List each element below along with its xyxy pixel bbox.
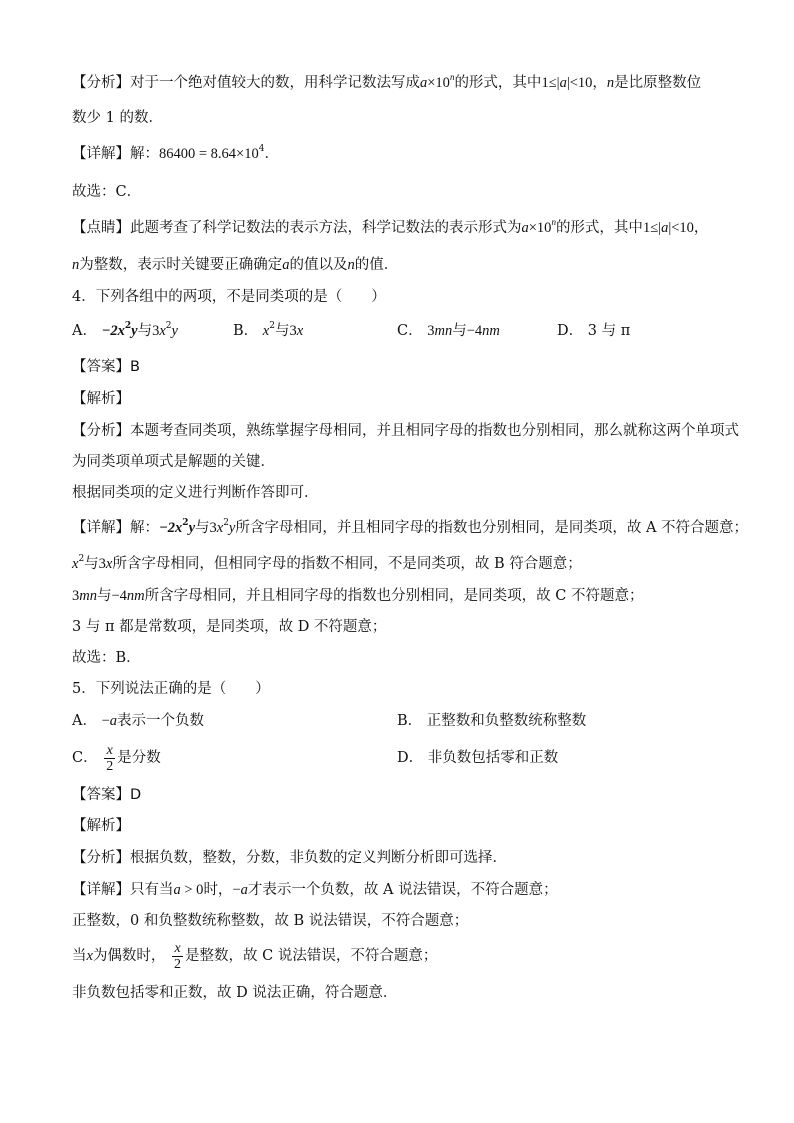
q5-option-b: B． 正整数和负整数统称整数 <box>397 713 587 729</box>
detail-line: 【详解】解：$86400 = 8.64\times 10^4$． <box>72 144 279 162</box>
q5-detail-line-1: 【详解】只有当a > 0时，−a才表示一个负数，故 A 说法错误，不符合题意； <box>72 882 558 898</box>
analysis-tag: 【分析】 <box>72 75 130 91</box>
q5-answer: 【答案】D <box>72 787 142 803</box>
q4-option-c: C． 3mn与−4nm <box>397 323 500 339</box>
comment-line-2: n为整数，表示时关键要正确确定a的值以及n的值． <box>72 257 399 273</box>
comment-tag: 【点睛】 <box>72 220 130 236</box>
q5-explain-tag: 【解析】 <box>72 818 130 834</box>
q5-option-a: A． −a表示一个负数 <box>72 713 205 729</box>
q5-detail-line-4: 非负数包括零和正数，故 D 说法正确，符合题意． <box>72 985 398 1001</box>
q4-analysis-line-3: 根据同类项的定义进行判断作答即可． <box>72 485 319 501</box>
choose-line: 故选：C． <box>72 184 142 200</box>
q4-analysis-line-2: 为同类项单项式是解题的关键． <box>72 454 275 470</box>
fraction-x-over-2: $\frac{x}{2}$ <box>174 940 182 972</box>
detail-tag: 【详解】 <box>72 146 130 162</box>
question-4-stem: 4．下列各组中的两项，不是同类项的是（ ） <box>72 289 386 305</box>
comment-line-1: 【点睛】此题考查了科学记数法的表示方法，科学记数法的表示形式为$a\times 10^n$的形式，其中1≤|a|<10， <box>72 217 709 236</box>
q4-option-d: D． 3 与 π <box>557 323 631 339</box>
q5-option-c: C． $\frac{x}{2}$ 是分数 <box>72 742 161 774</box>
q4-detail-line-2: $x^2$与3x所含字母相同，但相同字母的指数不相同，不是同类项，故 B 符合题意； <box>72 554 582 572</box>
question-5-stem: 5．下列说法正确的是（ ） <box>72 681 270 697</box>
q5-detail-line-3: 当x为偶数时， $\frac{x}{2}$ 是整数，故 C 说法错误，不符合题意； <box>72 940 438 972</box>
q5-analysis-line: 【分析】根据负数，整数，分数，非负数的定义判断分析即可选择． <box>72 850 507 866</box>
equation: 86400 = 8.64×10 <box>159 146 259 162</box>
analysis-line-1: 【分析】对于一个绝对值较大的数，用科学记数法写成$a\times 10^n$的形式，其中1≤|a|<10，n是比原整数位 <box>72 72 702 91</box>
q4-answer: 【答案】B <box>72 359 140 375</box>
q4-explain-tag: 【解析】 <box>72 391 130 407</box>
q4-option-a: A． $-2x^2y$与$3x^2y$ <box>72 321 178 339</box>
q4-detail-line-1: 【详解】解：$-2x^2y$与$3x^2y$所含字母相同，并且相同字母的指数也分别相同，是同类项，故 A 不符合题意； <box>72 518 749 536</box>
fraction-x-over-2: $\frac{x}{2}$ <box>106 742 114 774</box>
analysis-line-2: 数少 1 的数． <box>72 110 163 126</box>
q5-option-d: D． 非负数包括零和正数 <box>397 750 559 766</box>
q4-detail-line-3: 3mn与−4nm所含字母相同，并且相同字母的指数也分别相同，是同类项，故 C 不符题意； <box>72 588 644 604</box>
formula: a <box>420 75 428 91</box>
q4-choose: 故选：B． <box>72 650 141 666</box>
q4-detail-line-4: 3 与 π 都是常数项，是同类项，故 D 不符题意； <box>72 619 387 635</box>
q4-option-b: B． $x^2$与3x <box>233 321 304 339</box>
q5-detail-line-2: 正整数，0 和负整数统称整数，故 B 说法错误，不符合题意； <box>72 913 469 929</box>
q4-analysis-line-1: 【分析】本题考查同类项，熟练掌握字母相同，并且相同字母的指数也分别相同，那么就称这两个单项式 <box>72 423 739 439</box>
